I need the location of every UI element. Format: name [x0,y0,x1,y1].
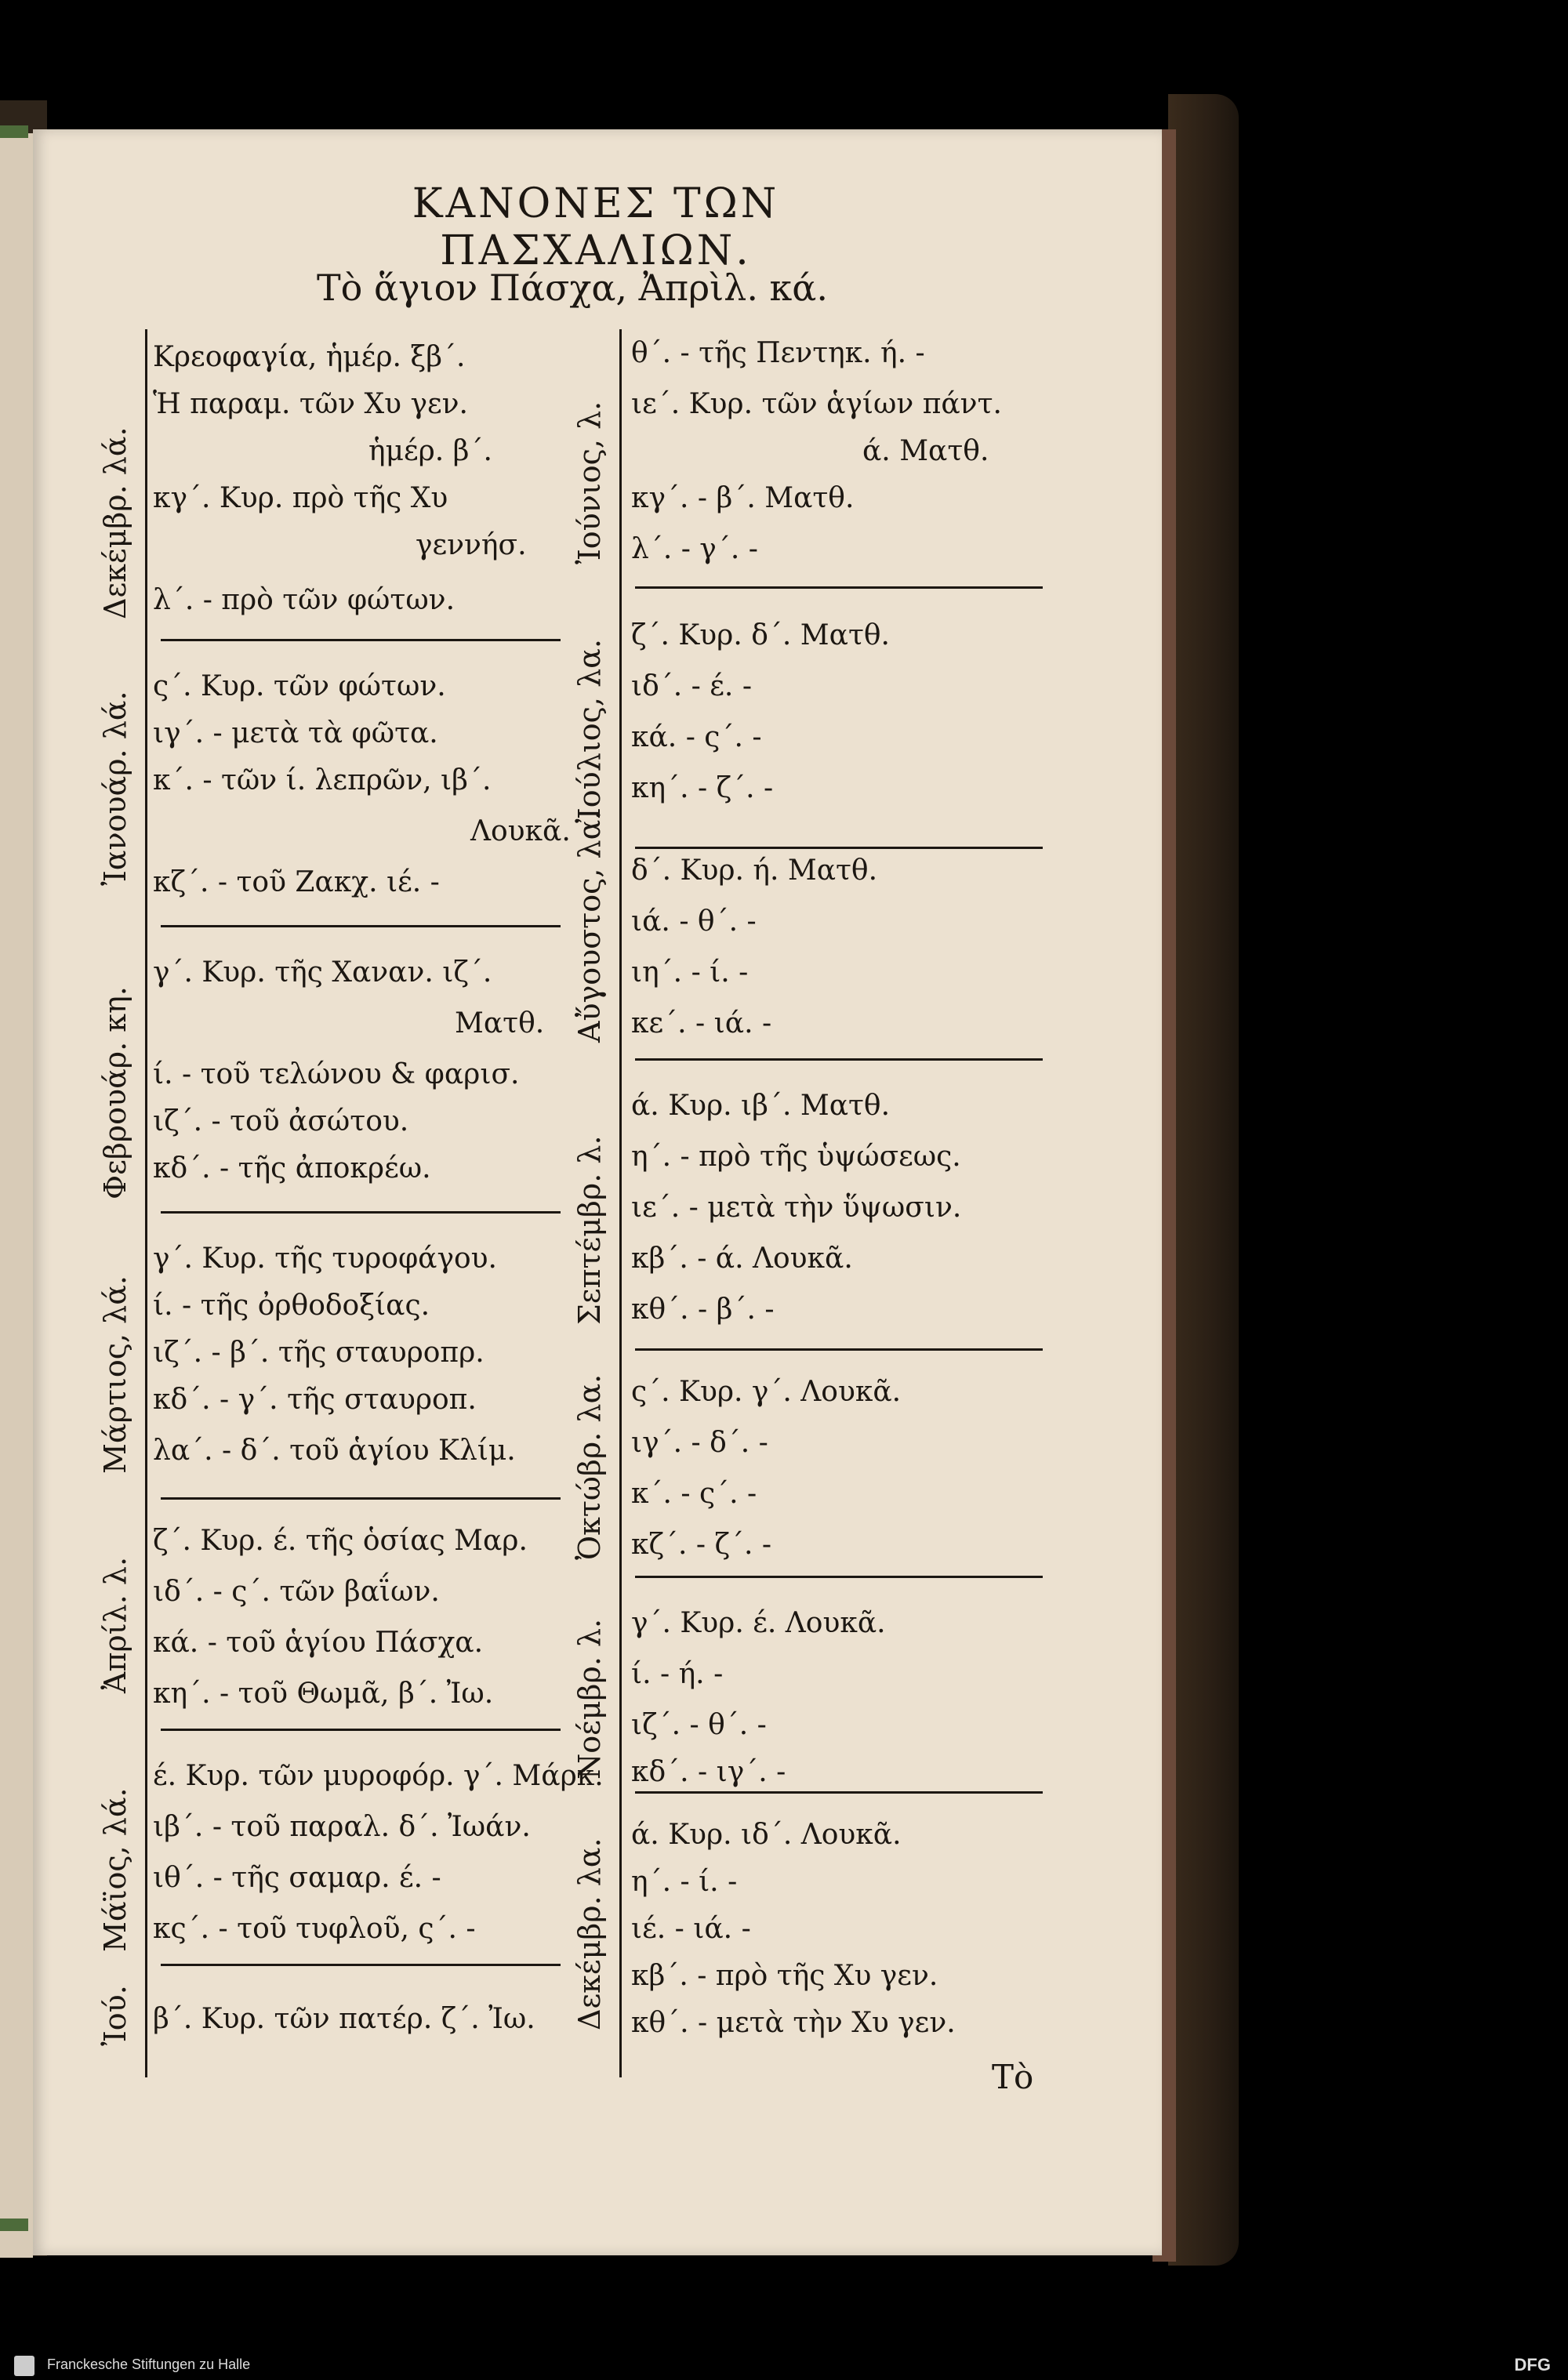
bookmark-ribbon [0,125,28,138]
catchword: Τὸ [992,2058,1034,2096]
table-row: ζ΄. Κυρ. έ. τῆς ὁσίας Μαρ. [153,1525,528,1557]
table-row: ιζ΄. - θ΄. - [631,1709,767,1741]
month-label: Νοέμβρ. λ. [572,1618,607,1780]
month-label: Σεπτέμβρ. λ. [572,1135,607,1325]
table-row: κη΄. - ζ΄. - [631,772,774,804]
table-row: ιγ΄. - δ΄. - [631,1427,768,1459]
table-row: ιη΄. - ί. - [631,956,749,989]
table-row: ιζ΄. - β΄. τῆς σταυροπρ. [153,1337,485,1369]
dfg-logo: DFG [1514,2355,1551,2375]
table-row: λα΄. - δ΄. τοῦ ἁγίου Κλίμ. [153,1435,516,1467]
institution-logo-icon [14,2356,34,2376]
section-rule [635,1348,1043,1351]
section-rule [635,1576,1043,1578]
table-row: γ΄. Κυρ. τῆς Χαναν. ιζ΄. [153,956,492,989]
month-label: Ἰούνιος, λ. [572,401,607,564]
table-row: ά. Ματθ. [862,435,989,467]
table-row: λ΄. - πρὸ τῶν φώτων. [153,584,456,616]
table-row: κδ΄. - ιγ΄. - [631,1756,786,1788]
table-row: γ΄. Κυρ. τῆς τυροφάγου. [153,1243,497,1275]
table-row: κε΄. - ιά. - [631,1007,772,1039]
page-header: ΚΑΝΟΝΕΣ ΤΩΝ ΠΑΣΧΑΛΙΩΝ. [412,180,780,274]
middle-column-rule [619,329,622,2077]
table-row: ιβ΄. - τοῦ παραλ. δ΄. Ἰωάν. [153,1811,531,1843]
table-row: ς΄. Κυρ. τῶν φώτων. [153,670,446,702]
table-row: ιέ. - ιά. - [631,1913,751,1945]
table-row: κγ΄. - β΄. Ματθ. [631,482,855,514]
table-row: κά. - ς΄. - [631,721,762,753]
table-row: ς΄. Κυρ. γ΄. Λουκᾶ. [631,1376,902,1408]
month-label: Μάϊος, λά. [98,1787,132,1952]
section-rule [635,586,1043,589]
table-row: κβ΄. - ά. Λουκᾶ. [631,1243,853,1275]
section-rule [161,925,561,927]
table-row: ιδ΄. - ς΄. τῶν βαΐων. [153,1576,440,1608]
table-row: ιά. - θ΄. - [631,905,757,938]
month-label: Δεκέμβρ. λα. [572,1838,607,2030]
institution-name: Franckesche Stiftungen zu Halle [47,2356,251,2372]
table-row: ιγ΄. - μετὰ τὰ φῶτα. [153,717,438,749]
table-row: γ΄. Κυρ. έ. Λουκᾶ. [631,1607,886,1639]
table-row: θ΄. - τῆς Πεντηκ. ή. - [631,337,925,369]
month-label: Δεκέμβρ. λά. [98,426,132,619]
table-row: γεννήσ. [416,529,527,561]
table-row: Ματθ. [455,1007,545,1039]
table-row: ιε΄. Κυρ. τῶν ἁγίων πάντ. [631,388,1002,420]
section-rule [635,1058,1043,1061]
table-row: ά. Κυρ. ιβ΄. Ματθ. [631,1090,891,1122]
table-row: ιδ΄. - έ. - [631,670,752,702]
table-row: κζ΄. - ζ΄. - [631,1529,772,1561]
table-row: ιθ΄. - τῆς σαμαρ. έ. - [153,1862,441,1894]
table-row: Κρεοφαγία, ἡμέρ. ξβ΄. [153,341,466,373]
table-row: κθ΄. - β΄. - [631,1293,775,1326]
table-row: έ. Κυρ. τῶν μυροφόρ. γ΄. Μάρκ. [153,1760,604,1792]
table-row: ί. - ή. - [631,1658,724,1690]
table-row: ί. - τοῦ τελώνου & φαρισ. [153,1058,520,1090]
table-row: κς΄. - τοῦ τυφλοῦ, ς΄. - [153,1913,476,1945]
table-row: Λουκᾶ. [470,815,571,847]
section-rule [161,639,561,641]
previous-page-edge [0,133,33,2258]
month-label: Αὔγουστος, λα. [572,810,607,1043]
month-label: Φεβρουάρ. κη. [98,986,132,1199]
table-row: β΄. Κυρ. τῶν πατέρ. ζ΄. Ἰω. [153,2003,535,2035]
table-row: ιζ΄. - τοῦ ἀσώτου. [153,1105,409,1137]
table-row: Ἡ παραμ. τῶν Χυ γεν. [153,388,468,420]
footer-bar [0,2352,1568,2380]
bookmark-ribbon-bottom [0,2219,28,2231]
section-rule [635,1791,1043,1794]
table-row: η΄. - πρὸ τῆς ὑψώσεως. [631,1141,961,1173]
table-row: ζ΄. Κυρ. δ΄. Ματθ. [631,619,890,651]
table-row: ἡμέρ. β΄. [368,435,492,467]
section-rule [635,847,1043,849]
left-column-rule [145,329,147,2077]
table-row: κζ΄. - τοῦ Ζακχ. ιέ. - [153,866,440,898]
table-row: κγ΄. Κυρ. πρὸ τῆς Χυ [153,482,448,514]
section-rule [161,1964,561,1966]
table-row: κθ΄. - μετὰ τὴν Χυ γεν. [631,2007,956,2039]
month-label: Ἀπρίλ. λ. [98,1556,132,1693]
month-label: Ὀκτώβρ. λα. [572,1373,607,1560]
table-row: ί. - τῆς ὀρθοδοξίας. [153,1290,430,1322]
table-row: κδ΄. - τῆς ἀποκρέω. [153,1152,431,1185]
table-row: κ΄. - ς΄. - [631,1478,757,1510]
table-row: ά. Κυρ. ιδ΄. Λουκᾶ. [631,1819,902,1851]
month-label: Μάρτιος, λά. [98,1275,132,1474]
table-row: λ΄. - γ΄. - [631,533,758,565]
section-rule [161,1497,561,1500]
table-row: ιε΄. - μετὰ τὴν ὕψωσιν. [631,1192,962,1224]
table-row: κδ΄. - γ΄. τῆς σταυροπ. [153,1384,477,1416]
table-row: κβ΄. - πρὸ τῆς Χυ γεν. [631,1960,938,1992]
month-label: Ἰούλιος, λα. [572,639,607,823]
section-rule [161,1729,561,1731]
table-row: κά. - τοῦ ἁγίου Πάσχα. [153,1627,484,1659]
table-row: κ΄. - τῶν ί. λεπρῶν, ιβ΄. [153,764,492,796]
table-row: δ΄. Κυρ. ή. Ματθ. [631,854,878,887]
table-row: κη΄. - τοῦ Θωμᾶ, β΄. Ἰω. [153,1678,494,1710]
table-row: η΄. - ί. - [631,1866,738,1898]
book-cover-right [1168,94,1239,2266]
section-rule [161,1211,561,1214]
page-subheader: Τὸ ἅγιον Πάσχα, Ἀπρὶλ. κά. [317,267,828,309]
month-label: Ἰανουάρ. λά. [98,691,132,886]
month-label: Ἰού. [98,1985,132,2046]
